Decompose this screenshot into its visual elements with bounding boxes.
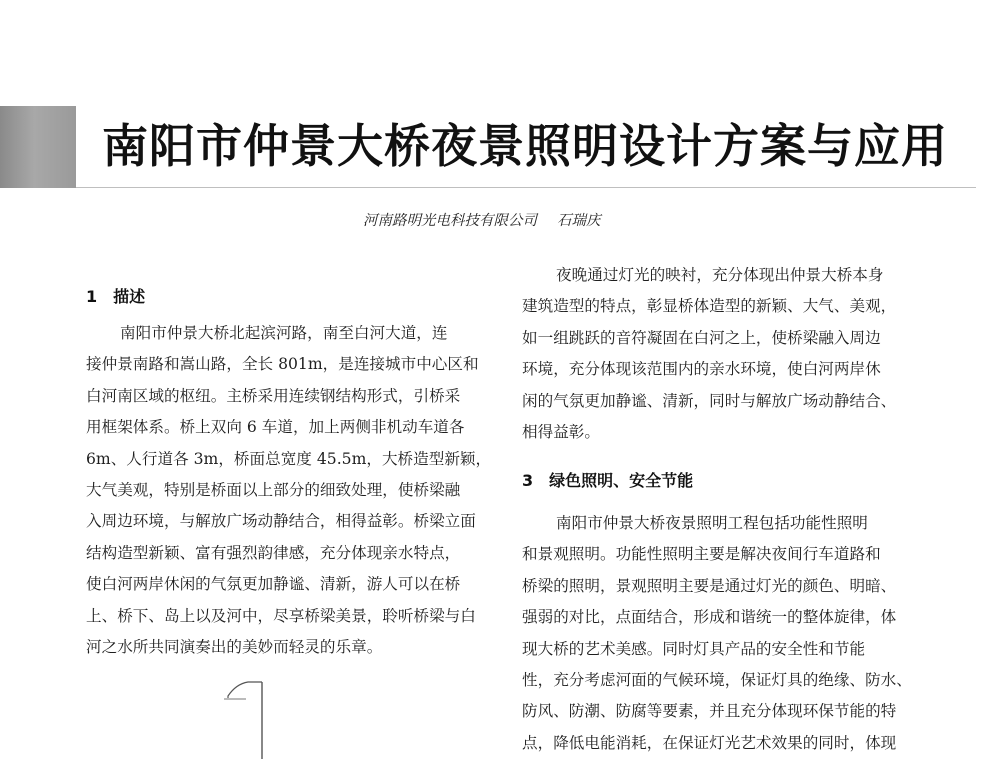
byline-organization: 河南路明光电科技有限公司: [363, 213, 537, 229]
section-number: 3: [522, 471, 534, 490]
text-line: 入周边环境，与解放广场动静结合，相得益彰。桥梁立面: [86, 512, 476, 531]
text-line: 河之水所共同演奏出的美妙而轻灵的乐章。: [86, 637, 383, 656]
byline: [363, 209, 601, 230]
text-line: 上、桥下、岛上以及河中，尽享桥梁美景，聆听桥梁与白: [86, 606, 476, 625]
figure-sketch: [222, 676, 282, 759]
text-line: 结构造型新颖、富有强烈韵律感，充分体现亲水特点，: [86, 543, 461, 562]
title-side-band: [0, 106, 76, 188]
text-line: 使白河两岸休闲的气氛更加静谧、清新，游人可以在桥: [86, 575, 461, 594]
article-title: 南阳市仲景大桥夜景照明设计方案与应用: [102, 119, 948, 173]
text-line: 点，降低电能消耗，在保证灯光艺术效果的同时，体现: [522, 733, 897, 752]
text-line: 桥梁的照明，景观照明主要是通过灯光的颜色、明暗、: [522, 576, 897, 595]
text-line: 大气美观，特别是桥面以上部分的细致处理，使桥梁融: [86, 480, 461, 499]
text-line: 性，充分考虑河面的气候环境，保证灯具的绝缘、防水、: [522, 670, 912, 689]
text-line: 和景观照明。功能性照明主要是解决夜间行车道路和: [522, 545, 881, 564]
section-number: 1: [86, 287, 98, 306]
text-line: 夜晚通过灯光的映衬，充分体现出仲景大桥本身: [556, 266, 884, 284]
text-line: 强弱的对比，点面结合，形成和谐统一的整体旋律，体: [522, 608, 897, 627]
section-3-body: [522, 508, 922, 759]
title-divider: [76, 187, 976, 188]
text-line: 相得益彰。: [522, 422, 600, 441]
text-line: 环境，充分体现该范围内的亲水环境，使白河两岸休: [522, 360, 881, 379]
text-line: 6m、人行道各 3m，桥面总宽度 45.5m，大桥造型新颖，: [86, 449, 492, 468]
text-line: 如一组跳跃的音符凝固在白河之上，使桥梁融入周边: [522, 328, 881, 347]
text-line: 建筑造型的特点，彰显桥体造型的新颖、大气、美观，: [522, 297, 897, 316]
text-line: 白河南区域的枢纽。主桥采用连续钢结构形式，引桥采: [86, 386, 461, 405]
section-title: 描述: [113, 287, 146, 306]
text-line: 现大桥的艺术美感。同时灯具产品的安全性和节能: [522, 639, 866, 658]
section-2-body: [522, 260, 922, 448]
section-heading-1: [86, 284, 145, 307]
text-line: 闲的气氛更加静谧、清新，同时与解放广场动静结合、: [522, 391, 897, 410]
byline-author: 石瑞庆: [557, 213, 601, 229]
section-title: 绿色照明、安全节能: [549, 471, 694, 490]
text-line: 用框架体系。桥上双向 6 车道，加上两侧非机动车道各: [86, 418, 465, 437]
text-line: 接仲景南路和嵩山路，全长 801m，是连接城市中心区和: [86, 355, 479, 374]
text-line: 南阳市仲景大桥夜景照明工程包括功能性照明: [556, 514, 868, 532]
text-line: 防风、防潮、防腐等要素，并且充分体现环保节能的特: [522, 702, 897, 721]
section-1-body: [86, 318, 496, 663]
section-heading-3: [522, 468, 693, 491]
text-line: 南阳市仲景大桥北起滨河路，南至白河大道，连: [120, 324, 448, 342]
